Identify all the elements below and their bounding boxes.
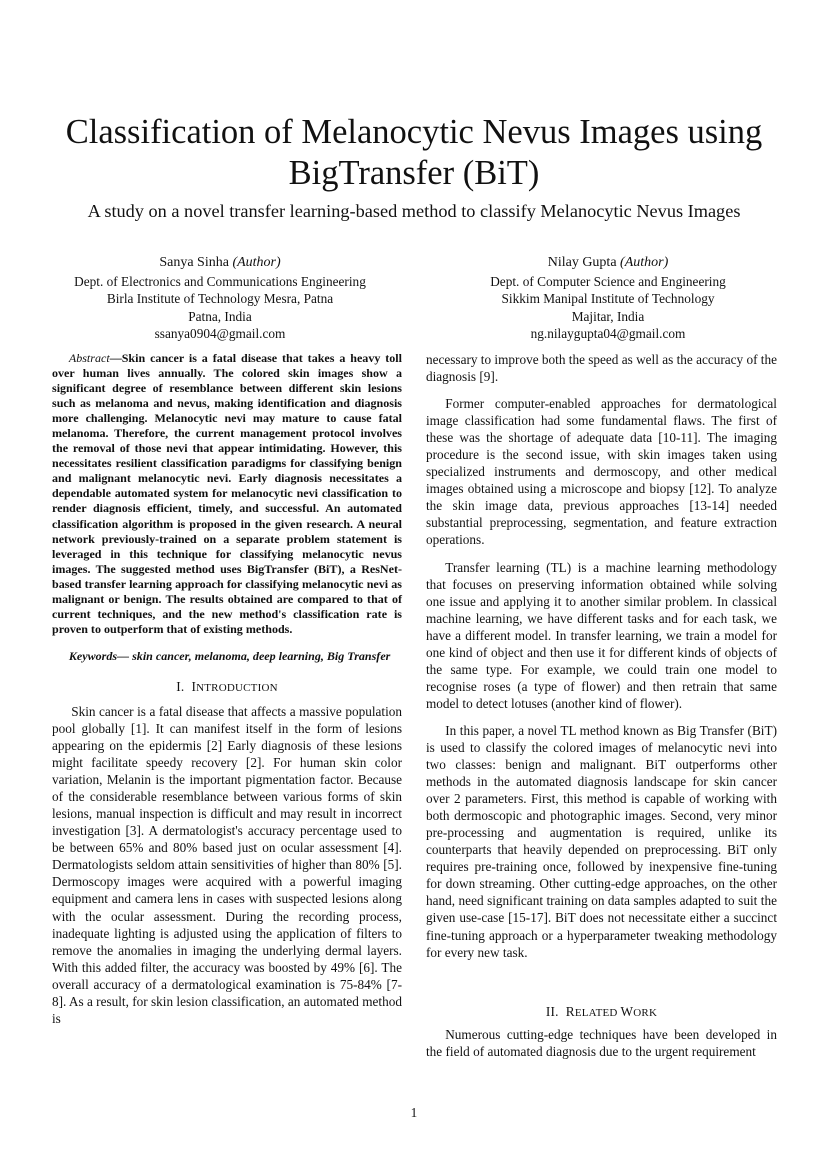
right-column bbox=[426, 351, 777, 1060]
intro-paragraph: In this paper, a novel TL method known as Big Transfer (BiT) is used to classify the colored images of melanocytic nevi into two classes: benign and malignant. BiT outperforms other methods in the automated diagnosis landscape for skin cancer over 2 parameters. First, this method is capable of working with both dermoscopic and photographic images. Second, very minor pre-processing and augmentation is required, unlike its counterparts that heavily depended on preprocessing. BiT only requires pre-training once, followed by inexpensive fine-tuning for down streaming. Other cutting-edge approaches, on the other hand, need significant training on data samples adapted to suit the given use-case [15-17]. BiT does not necessitate either a succinct fine-tuning approach or a hyperparameter tweaking methodology for every new task. bbox=[426, 722, 777, 960]
related-work-paragraph: Numerous cutting-edge techniques have been developed in the field of automated diagnosis due to the urgent requirement bbox=[426, 1026, 777, 1059]
author-institute: Birla Institute of Technology Mesra, Patna bbox=[106, 291, 334, 306]
section-name: NTRODUCTION bbox=[196, 681, 278, 694]
section-number: I. bbox=[176, 678, 185, 694]
abstract-label: Abstract bbox=[68, 351, 110, 365]
intro-paragraph: Skin cancer is a fatal disease that affects a massive population pool globally [1]. It can manifest itself in the form of lesions appearing on the epidermis [2] Early diagnosis of these lesions might facilitate speedy recovery [2]. For human skin color variation, Melanin is the important pigmentation factor. Because of the considerable resemblance between various forms of skin lesions, manual inspection is difficult and may result in incorrect investigation [3]. A dermatologist's accuracy percentage used to be between 65% and 80% based just on ocular assessment [4]. Dermatologists seldom attain sensitivities of higher than 80% [5]. Dermoscopy images were acquired with a powerful imaging equipment and camera lens in cases with suspected lesions along with the ocular assessment. During the recording process, inadequate lighting is adjusted using the application of filters to remove the anomalies in imaging the underlying dermal layers. With this added filter, the accuracy was boosted by 49% [6]. The overall accuracy of a dermatological examination is 75-84% [7-8]. As a result, for skin lesion classification, an automated method is bbox=[52, 703, 402, 1026]
section-initial: I bbox=[191, 678, 197, 694]
author-block-2 bbox=[428, 254, 788, 343]
section-name: ELATED bbox=[574, 1006, 621, 1019]
intro-paragraph: Transfer learning (TL) is a machine learning methodology that focuses on preserving information obtained while solving one issue and applying it to another similar problem. In classical machine learning, we have different tasks and for each task, we have a different model. In transfer learning, we train a model for one kind of object and then use it for different kinds of objects of the same type. For example, we could train one model to recognise roses (a type of flower) and then retrain that same model to detect lotuses (another kind of flower). bbox=[426, 559, 777, 711]
intro-paragraph-continuation: necessary to improve both the speed as well as the accuracy of the diagnosis [9]. bbox=[426, 352, 777, 385]
author-name bbox=[40, 254, 400, 272]
author-email: ng.nilaygupta04@gmail.com bbox=[530, 326, 686, 341]
author-name-text: Nilay Gupta bbox=[547, 255, 617, 270]
left-column bbox=[52, 351, 402, 1027]
keywords-label: Keywords— bbox=[68, 648, 130, 663]
section-initial-2: W bbox=[620, 1003, 634, 1019]
author-dept: Dept. of Computer Science and Engineering bbox=[490, 273, 726, 289]
abstract bbox=[52, 351, 402, 637]
keywords-text: skin cancer, melanoma, deep learning, Big Transfer bbox=[129, 648, 391, 663]
author-email: ssanya0904@gmail.com bbox=[154, 326, 286, 341]
page-number: 1 bbox=[410, 1105, 418, 1120]
author-role: (Author) bbox=[620, 255, 669, 270]
paper-subtitle: A study on a novel transfer learning-based method to classify Melanocytic Nevus Images bbox=[87, 201, 741, 221]
abstract-dash: — bbox=[109, 351, 122, 365]
author-location: Patna, India bbox=[188, 308, 252, 324]
section-number: II. bbox=[545, 1003, 559, 1019]
author-dept: Dept. of Electronics and Communications Engineering bbox=[74, 273, 366, 289]
author-role: (Author) bbox=[232, 255, 281, 270]
keywords bbox=[52, 649, 402, 664]
section-heading-related-work bbox=[426, 1003, 777, 1022]
author-institute: Sikkim Manipal Institute of Technology bbox=[501, 291, 715, 306]
author-name bbox=[428, 254, 788, 272]
author-block-1 bbox=[40, 254, 400, 343]
section-initial: R bbox=[565, 1003, 575, 1019]
abstract-text: Skin cancer is a fatal disease that takes a heavy toll over human lives annually. The colored skin images show a significant degree of resemblance between different skin lesions such as melanoma and nevus, making identification and diagnosis more challenging. Melanocytic nevi may mature to cause fatal melanoma. Therefore, the current management protocol involves the removal of those nevi that appear intimidating. However, this necessitates resilient classification paradigms for classifying benign and malignant melanocytic nevi. Early diagnosis necessitates a dependable automated system for melanocytic nevi classification to render diagnosis efficient, timely, and successful. An automated classification algorithm is proposed in the given research. A neural network previously-trained on a separate problem statement is leveraged in this technique for classifying melanocytic nevus images. The suggested method uses BigTransfer (BiT), a ResNet-based transfer learning approach for classifying melanocytic nevi as malignant or benign. The results obtained are compared to that of current techniques, and the new method's classification rate is proven to outperform that of existing methods. bbox=[52, 351, 402, 636]
paper-title: Classification of Melanocytic Nevus Images using BigTransfer (BiT) bbox=[65, 113, 763, 192]
author-location: Majitar, India bbox=[571, 308, 645, 324]
section-name-2: ORK bbox=[633, 1006, 658, 1019]
intro-paragraph: Former computer-enabled approaches for dermatological image classification had some fundamental flaws. The first of these was the shortage of adequate data [10-11]. The imaging procedure is the second issue, with skin images taken using specialized instruments and dermoscopy, and other medical images obtained using a microscope and biopsy [12]. To analyze the skin image data, previous approaches [13-14] needed substantial preprocessing, segmentation, and feature extraction operations. bbox=[426, 396, 777, 548]
author-name-text: Sanya Sinha bbox=[159, 255, 229, 270]
section-heading-introduction bbox=[52, 678, 402, 697]
